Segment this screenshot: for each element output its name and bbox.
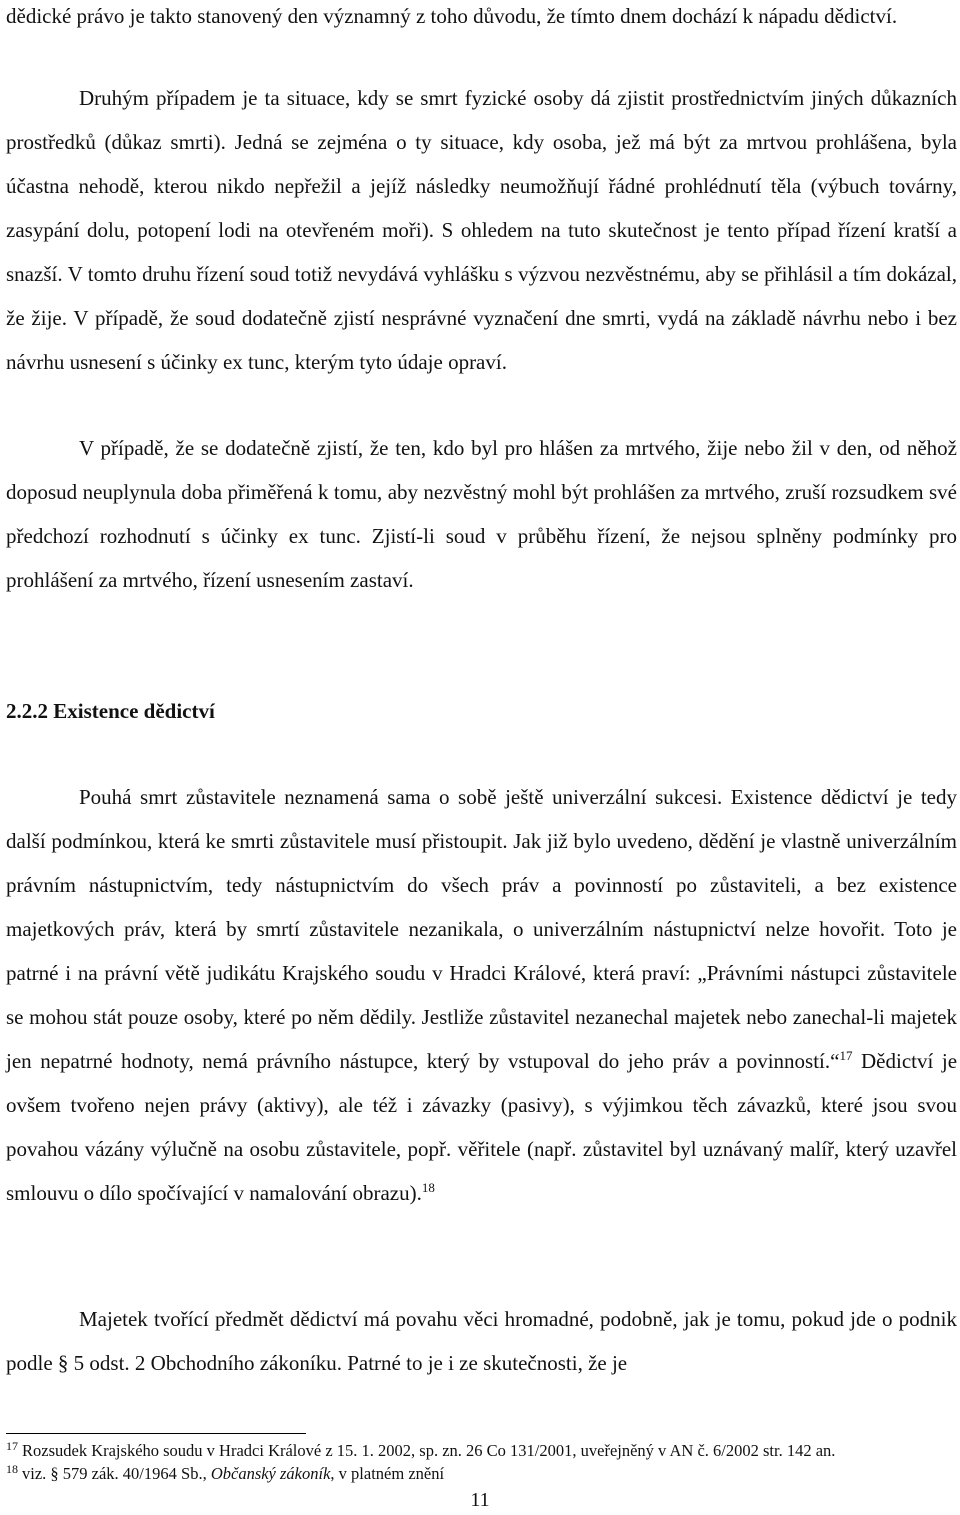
footnote-18-text-a: viz. § 579 zák. 40/1964 Sb., — [22, 1464, 211, 1483]
paragraph-4 — [6, 775, 957, 1215]
footnote-ref-18[interactable]: 18 — [421, 1180, 435, 1195]
paragraph-5: Majetek tvořící předmět dědictví má povahu věci hromadné, podobně, jak je tomu, pokud jde o podnik podle § 5 odst. 2 Obchodního zákoníku. Patrné to je i ze skutečnosti, že je — [6, 1307, 957, 1375]
paragraph-4-text-b: Dědictví je ovšem tvořeno nejen právy (aktivy), ale též i závazky (pasivy), s výjimkou těch závazků, které jsou svou povahou vázány výlučně na osobu zůstavitele, popř. věřitele (např. zůstavitel byl uznávaný malíř, který uzavřel smlouvu o dílo spočívající v namalování obrazu). — [6, 1049, 958, 1205]
footnote-18-number: 18 — [6, 1461, 18, 1476]
paragraph-4-text-a: Pouhá smrt zůstavitele neznamená sama o sobě ještě univerzální sukcesi. Existence dědictví je tedy další podmínkou, která ke smrti zůstavitele musí přistoupit. Jak již bylo uvedeno, dědění je vlastně univerzálním právním nástupnictvím, tedy nástupnictvím do všech práv a povinností po zůstaviteli, a bez existence majetkových práv, která by smrtí zůstavitele nezanikala, o univerzálním nástupnictví nelze hovořit. Toto je patrné i na právní větě judikátu Krajského soudu v Hradci Králové, která praví: „Právními nástupci zůstavitele se mohou stát pouze osoby, které po něm dědily. Jestliže zůstavitel nezanechal majetek nebo zanechal-li majetek jen nepatrné hodnoty, nemá právního nástupce, který by vstupoval do jeho práv a povinností.“ — [6, 785, 957, 1073]
footnote-17-text: Rozsudek Krajského soudu v Hradci Králové z 15. 1. 2002, sp. zn. 26 Co 131/2001, uveřejněný v AN č. 6/2002 str. 142 an. — [22, 1441, 836, 1460]
footnote-ref-17[interactable]: 17 — [839, 1048, 853, 1063]
paragraph-2: Druhým případem je ta situace, kdy se smrt fyzické osoby dá zjistit prostřednictvím jiných důkazních prostředků (důkaz smrti). Jedná se zejména o ty situace, kdy osoba, jež má být za mrtvou prohlášena, byla účastna nehodě, kterou nikdo nepřežil a jejíž následky neumožňují řádné prohlédnutí těla (výbuch továrny, zasypání dolu, potopení lodi na otevřeném moři). S ohledem na tuto skutečnost je tento případ řízení kratší a snazší. V tomto druhu řízení soud totiž nevydává vyhlášku s výzvou nezvěstnému, aby se přihlásil a tím dokázal, že žije. V případě, že soud dodatečně zjistí nesprávné vyznačení dne smrti, vydá na základě návrhu nebo i bez návrhu usnesení s účinky ex tunc, kterým tyto údaje opraví. — [6, 86, 957, 374]
footnote-17 — [6, 1440, 946, 1462]
footnote-separator — [6, 1433, 306, 1434]
footnote-17-number: 17 — [6, 1438, 18, 1453]
footnote-18-text-b: , v platném znění — [330, 1464, 445, 1483]
footnote-18-law-title: Občanský zákoník — [210, 1464, 331, 1483]
section-heading: 2.2.2 Existence dědictví — [6, 699, 215, 723]
footnote-18 — [6, 1463, 946, 1485]
paragraph-1: dědické právo je takto stanovený den významný z toho důvodu, že tímto dnem dochází k nápadu dědictví. — [6, 4, 898, 28]
paragraph-3: V případě, že se dodatečně zjistí, že ten, kdo byl pro hlášen za mrtvého, žije nebo žil v den, od něhož doposud neuplynula doba přiměřená k tomu, aby nezvěstný mohl být prohlášen za mrtvého, zruší rozsudkem své předchozí rozhodnutí s účinky ex tunc. Zjistí-li soud v průběhu řízení, že nejsou splněny podmínky pro prohlášení za mrtvého, řízení usnesením zastaví. — [6, 436, 957, 592]
page-number: 11 — [470, 1489, 490, 1511]
